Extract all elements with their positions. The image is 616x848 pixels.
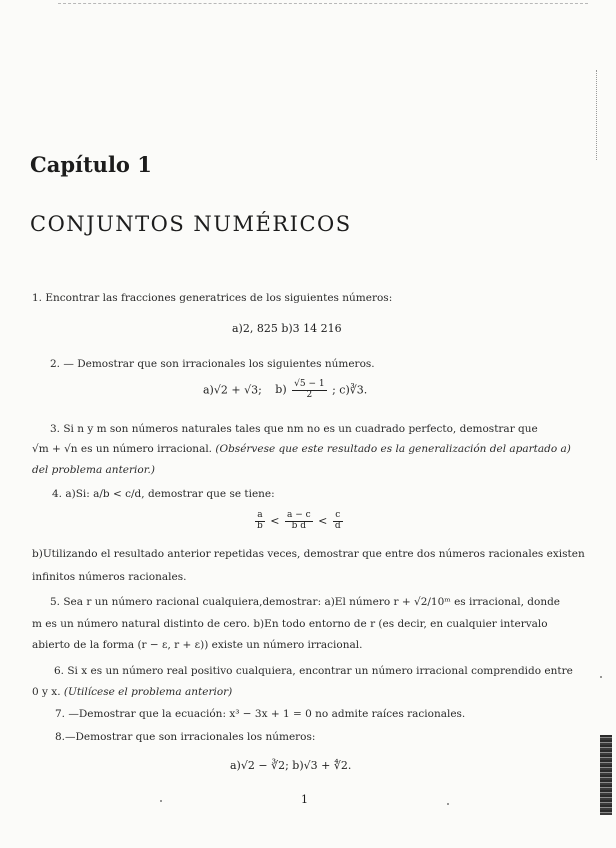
scan-edge-mark bbox=[596, 70, 601, 160]
exercise-5-line-2: m es un número natural distinto de cero. b)En todo entorno de r (es decir, en cualquier intervalo bbox=[32, 618, 548, 630]
exercise-8-text: 8.—Demostrar que son irracionales los números: bbox=[55, 731, 316, 743]
scan-edge-block bbox=[600, 735, 612, 815]
exercise-6-line-1: 6. Si x es un número real positivo cualquiera, encontrar un número irracional comprendido entre bbox=[54, 665, 573, 677]
exercise-6-line-2-italic: (Utilícese el problema anterior) bbox=[63, 686, 233, 698]
exercise-2-formula-b-label: b) bbox=[275, 383, 287, 397]
exercise-2-fraction-den: 2 bbox=[306, 389, 313, 400]
exercise-4-fraction-c-num: c bbox=[333, 511, 343, 522]
exercise-4-fraction-b-num: a − c bbox=[286, 510, 311, 520]
chapter-label: Capítulo 1 bbox=[30, 152, 152, 177]
scan-top-rule bbox=[58, 3, 588, 4]
exercise-7-text: 7. —Demostrar que la ecuación: x³ − 3x + 1 = 0 no admite raíces racionales. bbox=[55, 708, 466, 720]
exercise-5-line-3: abierto de la forma (r − ε, r + ε)) existe un número irracional. bbox=[32, 639, 363, 651]
exercise-4-text: 4. a)Si: a/b < c/d, demostrar que se tiene: bbox=[52, 488, 275, 500]
exercise-4-fraction-c bbox=[333, 511, 343, 532]
exercise-2-text: 2. — Demostrar que son irracionales los siguientes números. bbox=[50, 358, 375, 370]
exercise-4-formula: $\frac{a}{b}$ < $\frac{a - c}{\text{b d}}$ < $\frac{c}{d}$ bbox=[257, 510, 341, 531]
exercise-2-formula-a: a)√2 + √3; bbox=[203, 383, 262, 397]
scan-speck bbox=[447, 803, 449, 805]
exercise-4-fraction-c-den: d bbox=[334, 520, 341, 531]
exercise-3-line-2 bbox=[32, 442, 571, 457]
exercise-4-fraction-a-den: b bbox=[257, 520, 263, 531]
exercise-2-formula bbox=[203, 380, 367, 401]
exercise-5-line-1: 5. Sea r un número racional cualquiera,demostrar: a)El número r + √2/10ᵐ es irracional, donde bbox=[50, 596, 561, 608]
exercise-4-fraction-b bbox=[285, 511, 313, 532]
scan-speck bbox=[160, 800, 162, 802]
chapter-title: CONJUNTOS NUMÉRICOS bbox=[30, 212, 352, 236]
exercise-2-formula-c: ; c)∛3. bbox=[332, 383, 368, 397]
exercise-4-line-2: b)Utilizando el resultado anterior repetidas veces, demostrar que entre dos números racionales existen bbox=[32, 548, 585, 560]
page-number: 1 bbox=[301, 793, 308, 806]
exercise-3-line-2-italic: (Obsérvese que este resultado es la generalización del apartado a) bbox=[215, 443, 571, 455]
exercise-8-formula: a)√2 − ∛2; b)√3 + ∜2. bbox=[230, 759, 352, 772]
exercise-3-line-3: del problema anterior.) bbox=[32, 464, 155, 476]
exercise-4-fraction-b-den: b d bbox=[291, 520, 307, 531]
exercise-3-line-2-plain: √m + √n es un número irracional. bbox=[32, 443, 213, 455]
scan-speck bbox=[600, 676, 602, 678]
exercise-3-line-1: 3. Si n y m son números naturales tales que nm no es un cuadrado perfecto, demostrar que bbox=[50, 423, 538, 435]
exercise-1-text: 1. Encontrar las fracciones generatrices de los siguientes números: bbox=[32, 292, 393, 304]
exercise-4-fraction-a-num: a bbox=[255, 511, 265, 522]
exercise-6-line-2 bbox=[32, 685, 232, 700]
exercise-4-fraction-a bbox=[255, 511, 265, 532]
exercise-4-line-3: infinitos números racionales. bbox=[32, 571, 187, 583]
exercise-6-line-2-plain: 0 y x. bbox=[32, 686, 61, 698]
exercise-1-formula: a)2, 825 b)3 14 216 bbox=[232, 322, 342, 335]
exercise-2-fraction-num: √5 − 1 bbox=[294, 379, 325, 389]
exercise-2-fraction bbox=[292, 380, 326, 401]
